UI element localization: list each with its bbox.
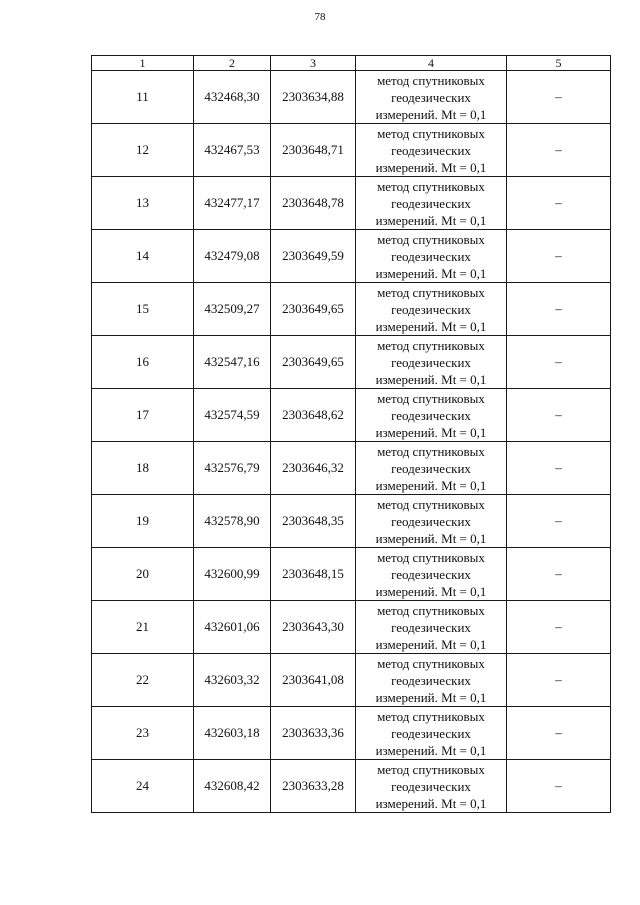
y-coordinate-cell: 2303648,15 [271,548,356,601]
x-coordinate-cell: 432509,27 [194,283,271,336]
note-cell: – [507,442,611,495]
table-row [92,389,611,442]
point-number-cell: 12 [92,124,194,177]
y-coordinate-cell: 2303649,59 [271,230,356,283]
method-cell [356,601,507,654]
method-line: геодезических [391,513,471,529]
method-line: измерений. Mt = 0,1 [375,212,487,228]
note-cell: – [507,548,611,601]
method-cell [356,71,507,124]
note-cell: – [507,124,611,177]
method-line: метод спутниковых [377,390,485,406]
point-number-cell: 24 [92,760,194,813]
method-cell [356,230,507,283]
method-line: геодезических [391,301,471,317]
x-coordinate-cell: 432578,90 [194,495,271,548]
method-line: метод спутниковых [377,708,485,724]
method-cell [356,495,507,548]
note-cell: – [507,760,611,813]
method-line: геодезических [391,354,471,370]
method-line: измерений. Mt = 0,1 [375,371,487,387]
method-cell [356,707,507,760]
point-number-cell: 15 [92,283,194,336]
method-line: геодезических [391,619,471,635]
point-number-cell: 14 [92,230,194,283]
table-row [92,654,611,707]
method-line: метод спутниковых [377,72,485,88]
note-cell: – [507,230,611,283]
method-cell [356,177,507,230]
page-number: 78 [314,11,326,23]
point-number-cell: 13 [92,177,194,230]
table-row [92,548,611,601]
x-coordinate-cell: 432601,06 [194,601,271,654]
point-number-cell: 20 [92,548,194,601]
point-number-cell: 21 [92,601,194,654]
table-row [92,283,611,336]
method-line: метод спутниковых [377,443,485,459]
point-number-cell: 16 [92,336,194,389]
x-coordinate-cell: 432479,08 [194,230,271,283]
y-coordinate-cell: 2303648,78 [271,177,356,230]
x-coordinate-cell: 432603,18 [194,707,271,760]
method-line: измерений. Mt = 0,1 [375,318,487,334]
method-line: геодезических [391,195,471,211]
method-line: измерений. Mt = 0,1 [375,795,487,811]
method-line: измерений. Mt = 0,1 [375,742,487,758]
column-header-1: 1 [92,56,194,71]
table-body [92,71,611,813]
point-number-cell: 18 [92,442,194,495]
method-cell [356,336,507,389]
column-header-4: 4 [356,56,507,71]
point-number-cell: 19 [92,495,194,548]
method-line: метод спутниковых [377,178,485,194]
point-number-cell: 22 [92,654,194,707]
method-line: измерений. Mt = 0,1 [375,265,487,281]
table-row [92,707,611,760]
x-coordinate-cell: 432608,42 [194,760,271,813]
method-line: метод спутниковых [377,761,485,777]
method-line: геодезических [391,460,471,476]
method-line: метод спутниковых [377,496,485,512]
column-header-5: 5 [507,56,611,71]
x-coordinate-cell: 432576,79 [194,442,271,495]
point-number-cell: 23 [92,707,194,760]
table-row [92,230,611,283]
method-cell [356,283,507,336]
method-line: измерений. Mt = 0,1 [375,689,487,705]
x-coordinate-cell: 432477,17 [194,177,271,230]
method-line: метод спутниковых [377,655,485,671]
y-coordinate-cell: 2303648,62 [271,389,356,442]
column-header-2: 2 [194,56,271,71]
method-cell [356,760,507,813]
note-cell: – [507,707,611,760]
method-line: геодезических [391,89,471,105]
table-row [92,71,611,124]
y-coordinate-cell: 2303634,88 [271,71,356,124]
point-number-cell: 17 [92,389,194,442]
method-line: измерений. Mt = 0,1 [375,477,487,493]
note-cell: – [507,389,611,442]
column-header-3: 3 [271,56,356,71]
note-cell: – [507,601,611,654]
y-coordinate-cell: 2303643,30 [271,601,356,654]
method-line: геодезических [391,407,471,423]
method-line: метод спутниковых [377,337,485,353]
point-number-cell: 11 [92,71,194,124]
method-line: метод спутниковых [377,231,485,247]
method-cell [356,548,507,601]
method-line: метод спутниковых [377,602,485,618]
method-line: измерений. Mt = 0,1 [375,159,487,175]
table-row [92,177,611,230]
table-row [92,442,611,495]
table-row [92,124,611,177]
y-coordinate-cell: 2303649,65 [271,283,356,336]
y-coordinate-cell: 2303641,08 [271,654,356,707]
y-coordinate-cell: 2303633,28 [271,760,356,813]
method-cell [356,124,507,177]
method-cell [356,389,507,442]
table-row [92,495,611,548]
note-cell: – [507,654,611,707]
x-coordinate-cell: 432603,32 [194,654,271,707]
method-line: измерений. Mt = 0,1 [375,636,487,652]
y-coordinate-cell: 2303646,32 [271,442,356,495]
method-line: измерений. Mt = 0,1 [375,530,487,546]
method-line: геодезических [391,672,471,688]
method-line: геодезических [391,566,471,582]
method-line: геодезических [391,142,471,158]
y-coordinate-cell: 2303648,71 [271,124,356,177]
y-coordinate-cell: 2303648,35 [271,495,356,548]
table-row [92,336,611,389]
method-line: метод спутниковых [377,549,485,565]
method-line: измерений. Mt = 0,1 [375,583,487,599]
header-row [92,56,611,71]
note-cell: – [507,495,611,548]
method-cell [356,654,507,707]
table-row [92,760,611,813]
table-row [92,601,611,654]
y-coordinate-cell: 2303649,65 [271,336,356,389]
note-cell: – [507,177,611,230]
note-cell: – [507,283,611,336]
x-coordinate-cell: 432574,59 [194,389,271,442]
x-coordinate-cell: 432600,99 [194,548,271,601]
method-line: измерений. Mt = 0,1 [375,424,487,440]
y-coordinate-cell: 2303633,36 [271,707,356,760]
method-line: метод спутниковых [377,125,485,141]
coordinates-table [91,55,611,813]
method-line: геодезических [391,248,471,264]
method-line: метод спутниковых [377,284,485,300]
method-cell [356,442,507,495]
x-coordinate-cell: 432468,30 [194,71,271,124]
x-coordinate-cell: 432547,16 [194,336,271,389]
method-line: геодезических [391,725,471,741]
method-line: измерений. Mt = 0,1 [375,106,487,122]
x-coordinate-cell: 432467,53 [194,124,271,177]
method-line: геодезических [391,778,471,794]
note-cell: – [507,71,611,124]
note-cell: – [507,336,611,389]
